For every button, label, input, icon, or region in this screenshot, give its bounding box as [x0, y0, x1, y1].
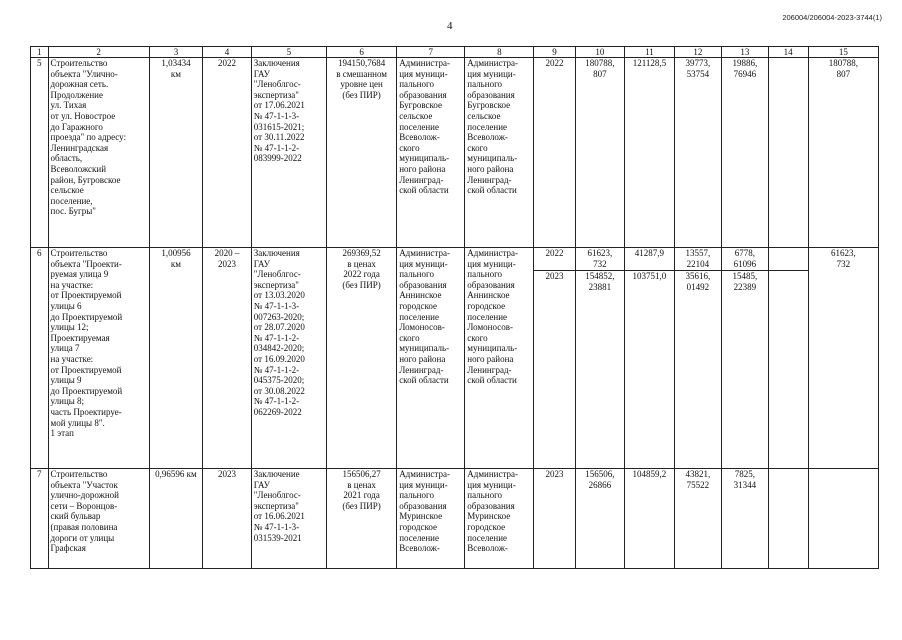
object-length: 1,00956 км: [149, 248, 203, 469]
fin-col-14: [768, 469, 808, 569]
col-15-value: 180788, 807: [808, 58, 878, 248]
fin-col-12: [674, 58, 721, 248]
fin-col-11: [625, 58, 675, 248]
header-cell: 14: [768, 47, 808, 58]
construction-years: 2022: [203, 58, 251, 248]
object-name: Строительство объекта "Участок улично-дорожной сети – Воронцов- ский бульвар (правая половина дороги от улицы Графская: [48, 469, 149, 569]
estimated-cost: 194150,7684 в смешанном уровне цен (без ПИР): [327, 58, 397, 248]
fin-year: [534, 58, 575, 248]
fin-total: [575, 469, 625, 569]
header-cell: 13: [722, 47, 768, 58]
fin-col-14: [768, 58, 808, 248]
fin-col-13: [722, 469, 768, 569]
developer: Администра- ция муници- пального образования Бугровское сельское поселение Всеволож- ского муниципаль- ного района Ленинград- ской области: [465, 58, 534, 248]
fin-total: [575, 248, 625, 469]
expertise-conclusion: Заключение ГАУ "Леноблгос- экспертиза" от 16.06.2021 № 47-1-1-3- 031539-2021: [251, 469, 326, 569]
header-cell: 12: [674, 47, 721, 58]
object-name: Строительство объекта "Проекти- руемая улица 9 на участке: от Проектируемой улицы 6 до Проектируемой улицы 12; Проектируемая улица 7 на участке: от Проектируемой улицы 9 до Проектируемой улицы 8; часть Проектируе- мой улицы 8". 1 этап: [48, 248, 149, 469]
fin-col-12-value: 13557, 22104: [685, 248, 711, 269]
row-number: 6: [31, 248, 49, 469]
state-customer: Администра- ция муници- пального образования Аннинское городское поселение Ломоносов- ского муниципаль- ного района Ленинград- ской области: [397, 248, 465, 469]
fin-year: [534, 248, 575, 469]
header-cell: 10: [575, 47, 625, 58]
header-row: [31, 47, 879, 58]
table-row: [31, 58, 879, 248]
estimated-cost: 156506,27 в ценах 2021 года (без ПИР): [327, 469, 397, 569]
fin-col-13-value: 19886, 76946: [732, 58, 758, 79]
fin-col-12-value: 35616, 01492: [675, 270, 721, 292]
fin-col-13: [722, 58, 768, 248]
object-name: Строительство объекта "Улично- дорожная сеть. Продолжение ул. Тихая от ул. Новострое до Гаражного проезда" по адресу: Ленинградская область, Всеволожский район, Бугровское сельское поселение, пос. Бугры": [48, 58, 149, 248]
object-length: 1,03434 км: [149, 58, 203, 248]
construction-years: 2023: [203, 469, 251, 569]
fin-col-11: [625, 248, 675, 469]
header-cell: 6: [327, 47, 397, 58]
fin-col-13-value: 7825, 31344: [733, 469, 757, 490]
fin-total-value: 180788, 807: [585, 58, 615, 79]
fin-year-value: 2023: [534, 270, 574, 282]
fin-col-12: [674, 469, 721, 569]
fin-col-14-value: [769, 270, 808, 271]
fin-col-14-value: [769, 248, 808, 270]
fin-total-value: 61623, 732: [587, 248, 613, 269]
fin-col-12-value: 39773, 53754: [685, 58, 711, 79]
fin-col-11: [625, 469, 675, 569]
state-customer: Администра- ция муници- пального образования Муринское городское поселение Всеволож-: [397, 469, 465, 569]
table-row: [31, 469, 879, 569]
expertise-conclusion: Заключения ГАУ "Леноблгос- экспертиза" от 17.06.2021 № 47-1-1-3- 031615-2021; от 30.11.2022 № 47-1-1-2- 083999-2022: [251, 58, 326, 248]
fin-col-13-value: 6778, 61096: [733, 248, 757, 269]
table-row: [31, 248, 879, 469]
header-cell: 7: [397, 47, 465, 58]
fin-year-value: 2023: [545, 469, 564, 479]
fin-col-11-value: 104859,2: [632, 469, 667, 479]
fin-col-11-value: 121128,5: [632, 58, 667, 68]
fin-col-12: [674, 248, 721, 469]
fin-year-value: 2022: [545, 58, 564, 68]
expertise-conclusion: Заключения ГАУ "Леноблгос- экспертиза" от 13.03.2020 № 47-1-1-3- 007263-2020; от 28.07.2020 № 47-1-1-2- 034842-2020; от 16.09.2020 № 47-1-1-2- 045375-2020; от 30.08.2022 № 47-1-1-2- 062269-2022: [251, 248, 326, 469]
estimated-cost: 269369,52 в ценах 2022 года (без ПИР): [327, 248, 397, 469]
header-cell: 15: [808, 47, 878, 58]
header-cell: 1: [31, 47, 49, 58]
fin-year: [534, 469, 575, 569]
col-15-value: [808, 469, 878, 569]
header-cell: 11: [625, 47, 675, 58]
fin-col-14: [768, 248, 808, 469]
header-cell: 5: [251, 47, 326, 58]
developer: Администра- ция муници- пального образования Аннинское городское поселение Ломоносов- ского муниципаль- ного района Ленинград- ской области: [465, 248, 534, 469]
construction-years: 2020 – 2023: [203, 248, 251, 469]
document-id: 206004/206004-2023-3744(1): [782, 13, 882, 22]
col-15-value: 61623, 732: [808, 248, 878, 469]
fin-col-12-value: 43821, 75522: [685, 469, 711, 490]
row-number: 7: [31, 469, 49, 569]
fin-col-11-value: 41287,9: [634, 248, 665, 258]
header-cell: 8: [465, 47, 534, 58]
header-cell: 4: [203, 47, 251, 58]
fin-total-value: 156506, 26866: [585, 469, 615, 490]
fin-col-13-value: 15485, 22389: [722, 270, 767, 292]
budget-table: [30, 46, 879, 569]
row-number: 5: [31, 58, 49, 248]
page-number: 4: [447, 20, 453, 32]
fin-year-value: 2022: [545, 248, 564, 258]
header-cell: 2: [48, 47, 149, 58]
fin-total-value: 154852, 23881: [576, 270, 625, 292]
fin-total: [575, 58, 625, 248]
state-customer: Администра- ция муници- пального образования Бугровское сельское поселение Всеволож- ского муниципаль- ного района Ленинград- ской области: [397, 58, 465, 248]
fin-col-11-value: 103751,0: [625, 270, 674, 282]
fin-col-13: [722, 248, 768, 469]
header-cell: 3: [149, 47, 203, 58]
header-cell: 9: [534, 47, 575, 58]
object-length: 0,96596 км: [149, 469, 203, 569]
developer: Администра- ция муници- пального образования Муринское городское поселение Всеволож-: [465, 469, 534, 569]
